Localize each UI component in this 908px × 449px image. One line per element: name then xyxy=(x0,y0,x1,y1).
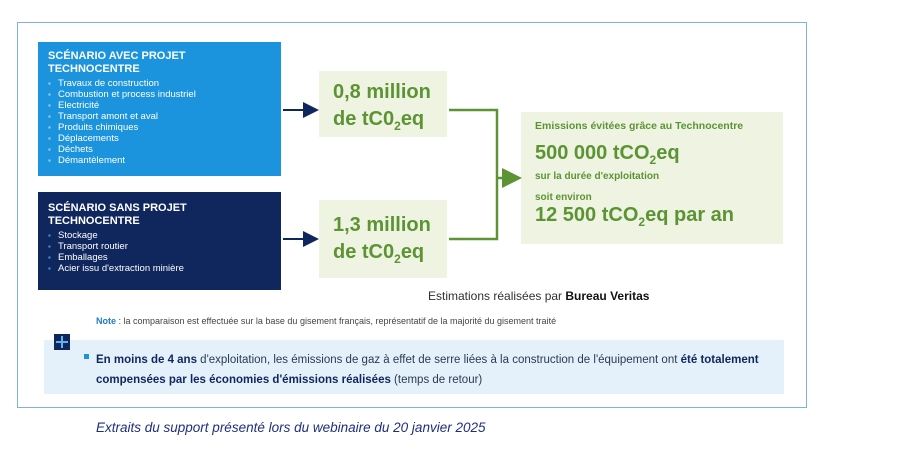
emissions-without-line2: de $tC0_2eq$ xyxy=(333,241,425,266)
list-item: ▪ Déchets xyxy=(48,144,271,155)
payback-callout: En moins de 4 ans d'exploitation, les émissions de gaz à effet de serre liées à la construction de l'équipement ont été totalement compensées par les économies d'émissions réalisées (temps de retour) xyxy=(44,340,784,394)
avoided-emissions-heading: Emissions évitées grâce au Technocentre xyxy=(535,120,744,132)
estimation-source: Estimations réalisées par Bureau Veritas xyxy=(428,289,650,303)
list-item: ▪ Stockage xyxy=(48,230,271,241)
avoided-emissions-total: 500 000 tCO$_2$eq xyxy=(535,142,680,167)
bracket-top xyxy=(449,110,497,178)
list-item: ▪ Acier issu d'extraction minière xyxy=(48,263,271,274)
emissions-without-line1: 1,3 million xyxy=(333,214,431,236)
list-item: ▪ Transport routier xyxy=(48,241,271,252)
note-text: Note : la comparaison est effectuée sur la base du gisement français, représentatif de la majorité du gisement traité xyxy=(96,316,557,326)
list-item: ▪ Emballages xyxy=(48,252,271,263)
scenario-with-title: SCÉNARIO AVEC PROJET TECHNOCENTRE xyxy=(48,50,186,75)
bullet-icon xyxy=(84,354,89,359)
emissions-with-line2: de $tC0_2eq$ xyxy=(333,108,425,133)
list-item: ▪ Démantèlement xyxy=(48,155,271,166)
list-item: ▪ Transport amont et aval xyxy=(48,111,271,122)
avoided-emissions-annual: 12 500 tCO$_2$eq par an xyxy=(535,204,734,229)
list-item: ▪ Travaux de construction xyxy=(48,78,271,89)
duration-label: sur la durée d'exploitation xyxy=(535,171,660,182)
approx-label: soit environ xyxy=(535,192,592,203)
list-item: ▪ Déplacements xyxy=(48,133,271,144)
list-item: ▪ Electricité xyxy=(48,100,271,111)
bracket-bottom xyxy=(449,178,497,239)
scenario-without-title: SCÉNARIO SANS PROJET TECHNOCENTRE xyxy=(48,202,187,227)
list-item: ▪ Produits chimiques xyxy=(48,122,271,133)
caption: Extraits du support présenté lors du webinaire du 20 janvier 2025 xyxy=(96,420,486,435)
plus-icon xyxy=(54,334,70,350)
list-item: ▪ Combustion et process industriel xyxy=(48,89,271,100)
emissions-with-line1: 0,8 million xyxy=(333,81,431,103)
